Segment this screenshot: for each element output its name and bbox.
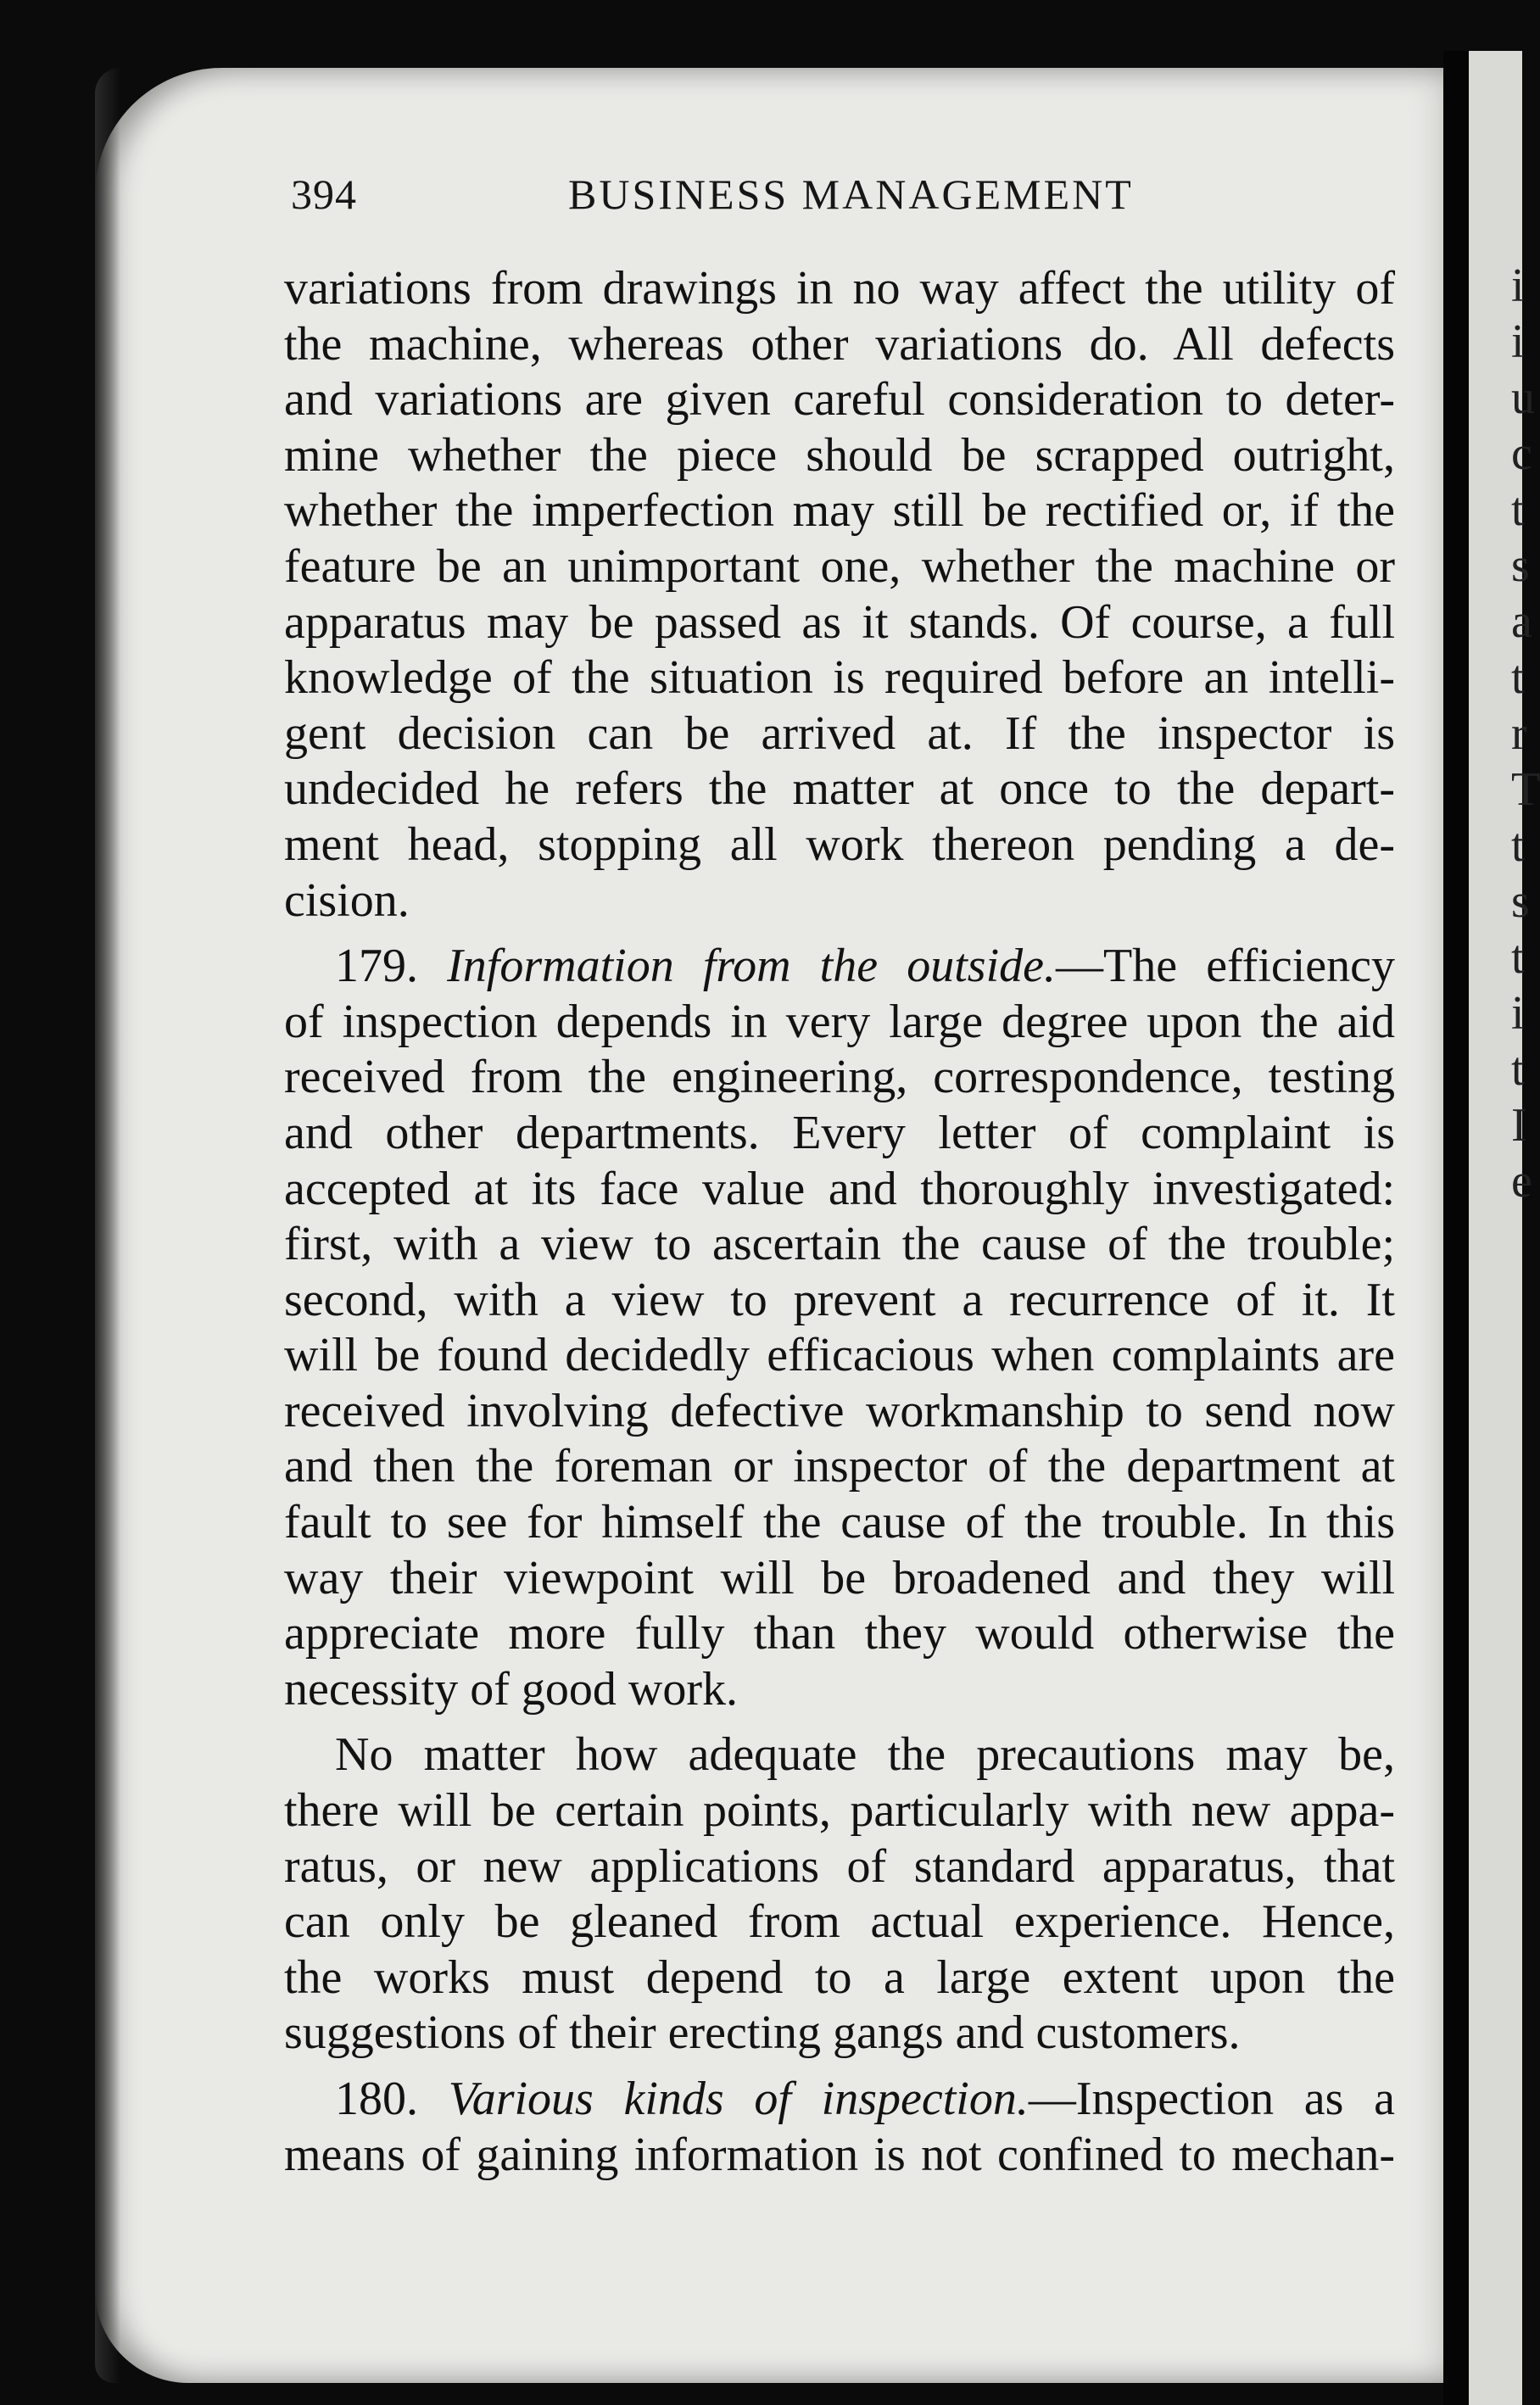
page-left-edge-shadow bbox=[95, 68, 120, 2383]
text-line: first, with a view to ascertain the cause of the trouble; bbox=[284, 1218, 1395, 1271]
section-179-heading: Information from the outside. bbox=[447, 940, 1056, 993]
text-line: mine whether the piece should be scrapped outright, bbox=[284, 428, 1395, 482]
text-line: and then the foreman or inspector of the department at bbox=[284, 1440, 1395, 1493]
section-180-number: 180. bbox=[335, 2073, 418, 2125]
text-line: fault to see for himself the cause of the trouble. In this bbox=[284, 1496, 1395, 1549]
text-line: there will be certain points, particularly with new appa- bbox=[284, 1784, 1395, 1838]
text-line: cision. bbox=[284, 873, 410, 927]
adjacent-page-letter: I bbox=[1511, 1099, 1527, 1152]
text-line: feature be an unimportant one, whether the machine or bbox=[284, 539, 1395, 593]
page-header bbox=[284, 170, 1420, 229]
text-line: No matter how adequate the precautions may be, bbox=[335, 1728, 1395, 1782]
adjacent-page-letter: T bbox=[1511, 763, 1540, 816]
adjacent-page-letter: a bbox=[1511, 595, 1532, 648]
adjacent-page-letter: i bbox=[1511, 987, 1525, 1040]
text-line: and variations are given careful consideration to deter- bbox=[284, 373, 1395, 427]
text-line: will be found decidedly efficacious when complaints are bbox=[284, 1329, 1395, 1382]
text-line: way their viewpoint will be broadened and they will bbox=[284, 1551, 1395, 1604]
adjacent-page-letter: i bbox=[1511, 315, 1525, 368]
text-line: and other departments. Every letter of complaint is bbox=[284, 1106, 1395, 1159]
section-180-heading: Various kinds of inspection. bbox=[448, 2073, 1029, 2125]
text-line: suggestions of their erecting gangs and customers. bbox=[284, 2006, 1241, 2060]
text-line: gent decision can be arrived at. If the inspector is bbox=[284, 706, 1395, 760]
page-number: 394 bbox=[291, 170, 357, 218]
text-line: second, with a view to prevent a recurrence of it. It bbox=[284, 1273, 1395, 1326]
section-179-first-line bbox=[284, 939, 1395, 995]
adjacent-page-letter: t bbox=[1511, 1043, 1525, 1096]
section-179-lead-text: —The efficiency bbox=[1056, 940, 1396, 993]
text-line: whether the imperfection may still be rectified or, if the bbox=[284, 484, 1395, 538]
adjacent-page-letter: i bbox=[1511, 259, 1525, 312]
adjacent-page-letter: t bbox=[1511, 483, 1525, 536]
adjacent-page-letter: t bbox=[1511, 651, 1525, 704]
text-line: received involving defective workmanship to send now bbox=[284, 1384, 1395, 1437]
section-179-number: 179. bbox=[335, 940, 418, 993]
paragraph-precautions bbox=[284, 1727, 1395, 2062]
adjacent-page-letter: s bbox=[1511, 875, 1530, 928]
section-179 bbox=[284, 939, 1395, 1717]
text-line: variations from drawings in no way affect the utility of bbox=[284, 262, 1395, 315]
text-line: ratus, or new applications of standard apparatus, that bbox=[284, 1839, 1395, 1893]
adjacent-page-letter: r bbox=[1511, 707, 1527, 760]
adjacent-page-letter: e bbox=[1511, 1155, 1532, 1208]
text-line: of inspection depends in very large degree upon the aid bbox=[284, 995, 1395, 1048]
section-180 bbox=[284, 2072, 1395, 2183]
adjacent-page-letter: t bbox=[1511, 931, 1525, 984]
paragraph-continued bbox=[284, 261, 1395, 929]
text-line: the works must depend to a large extent upon the bbox=[284, 1950, 1395, 2004]
text-line: knowledge of the situation is required before an intelli- bbox=[284, 651, 1395, 705]
text-line: accepted at its face value and thoroughly investigated: bbox=[284, 1162, 1395, 1215]
section-180-first-line bbox=[284, 2072, 1395, 2128]
section-180-lead-text: —Inspection as a bbox=[1028, 2073, 1395, 2125]
adjacent-page-letter: c bbox=[1511, 427, 1532, 480]
text-line: ment head, stopping all work thereon pending a de- bbox=[284, 817, 1395, 871]
adjacent-page-letter: t bbox=[1511, 819, 1525, 872]
book-gutter bbox=[1443, 51, 1469, 2405]
running-title: BUSINESS MANAGEMENT bbox=[568, 170, 1134, 218]
text-line: apparatus may be passed as it stands. Of course, a full bbox=[284, 595, 1395, 649]
text-line: can only be gleaned from actual experience. Hence, bbox=[284, 1895, 1395, 1949]
text-line: necessity of good work. bbox=[284, 1662, 739, 1716]
page-body bbox=[284, 261, 1395, 2183]
text-line: received from the engineering, correspondence, testing bbox=[284, 1051, 1395, 1104]
text-line: means of gaining information is not confined to mechan- bbox=[284, 2128, 1395, 2181]
adjacent-page-letter: s bbox=[1511, 539, 1530, 592]
text-line: undecided he refers the matter at once to the depart- bbox=[284, 762, 1395, 816]
adjacent-page-letter: u bbox=[1511, 371, 1535, 424]
text-line: the machine, whereas other variations do. All defects bbox=[284, 317, 1395, 371]
text-line: appreciate more fully than they would otherwise the bbox=[284, 1607, 1395, 1660]
